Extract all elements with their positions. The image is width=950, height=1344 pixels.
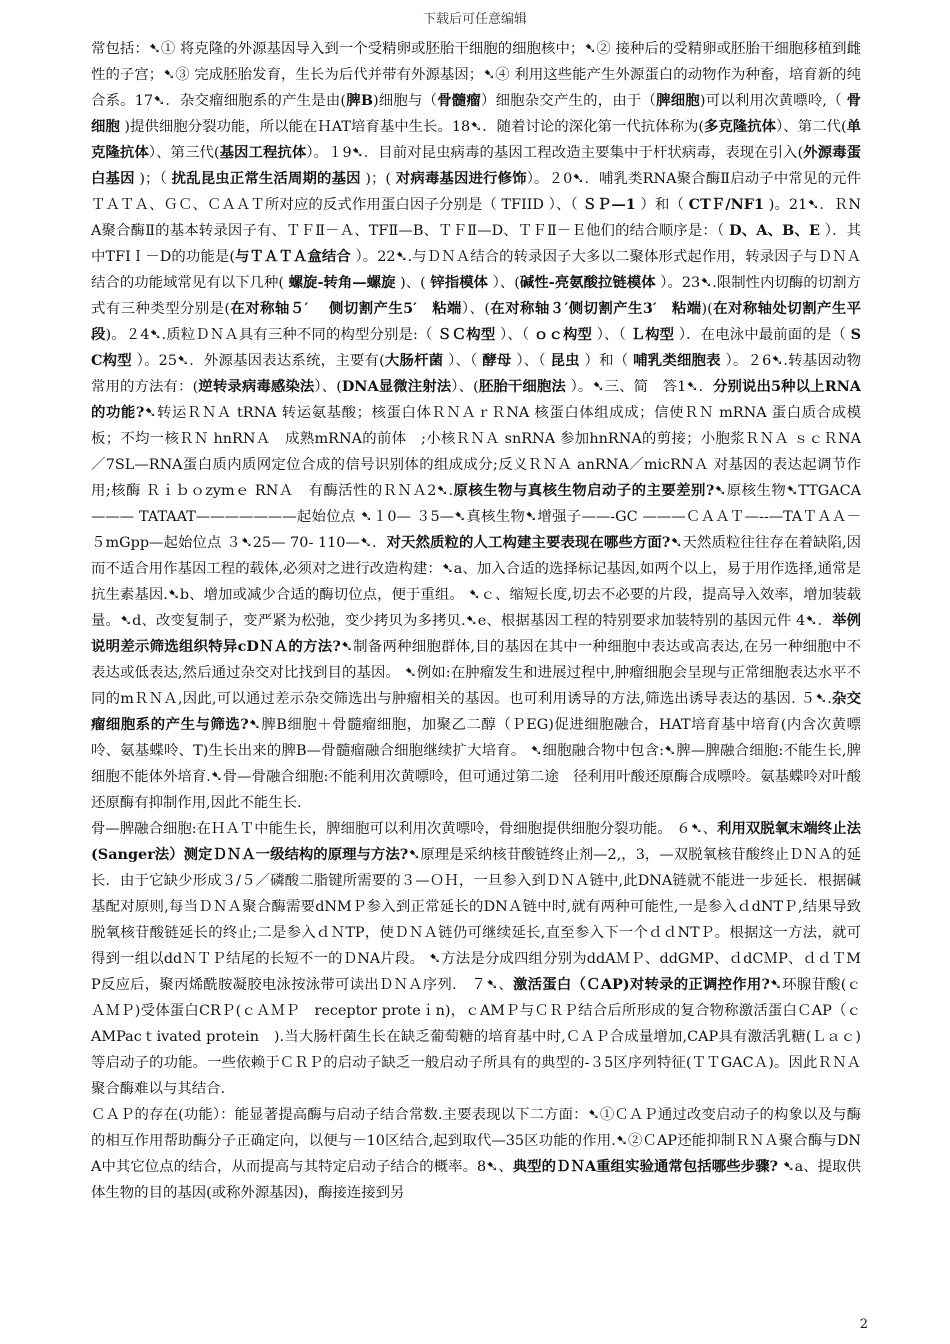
bold-text: 螺旋-转角—螺旋: [288, 274, 396, 291]
bold-text: DNA显微注射法: [341, 378, 452, 395]
bold-text: 在对称轴３′侧切割产生3′ 粘端: [489, 300, 702, 317]
bold-text: 大肠杆菌: [384, 352, 444, 369]
text-run: ➷转运ＲＮＡ tRNA 转运氨基酸；核蛋白体ＲＮＡｒＲNA 核蛋白体组成成；信使ＲＮ mRNA 蛋白质合成模板；不均一核ＲＮ hnRNＡ 成熟mRNA的前体 ;小核ＲＮＡ snRNA 参加hnRNA的剪接；小胞浆ＲＮＡ ｓｃＲNA／7SL—RNA蛋白质内质网定位合成的信号识别体的组成成分;反义ＲＮＡ anRNA／micRNＡ 对基因的表达起调节作用;核酶 Ｒｉｂｏzymｅ RNＡ 有酶活性的ＲＮＡ2➷.: [91, 405, 862, 499]
text-run: ）、(: [461, 301, 490, 317]
paragraph: [91, 36, 861, 816]
bold-text: 胚胎干细胞法: [478, 378, 566, 395]
bold-text: ｏｃ构型: [533, 326, 592, 343]
text-run: )；(: [360, 171, 396, 187]
bold-text: 典型的ＤＮA重组实验通常包括哪些步骤?: [512, 1158, 778, 1175]
text-run: ）、（: [511, 353, 551, 369]
text-run: ）．其中TFⅠＩ－D的功能是(: [91, 223, 862, 265]
text-run: ）、（: [443, 353, 483, 369]
text-run: )(: [701, 301, 713, 317]
bold-text: D、A、B、E: [729, 222, 820, 239]
text-run: ➷a、提取供体生物的目的基因(或称外源基因)，酶接连接到另: [91, 1159, 861, 1201]
page-number: 2: [859, 1317, 868, 1332]
text-run: ➷制备两种细胞群体,目的基因在其中一种细胞中表达或高表达,在另一种细胞中不表达或低表达,然后通过杂交对比找到目的基因。 ➷例如:在肿瘤发生和进展过程中,肿瘤细胞会呈现与正常细胞表达水平不同的mＲＮＡ,因此,可以通过差示杂交筛选出与肿瘤相关的基因。也可利用诱导的方法,筛选出诱导表达的基因. ５➷.: [91, 639, 861, 707]
paragraph: [91, 816, 861, 1102]
text-run: ）、第二代(: [776, 119, 847, 135]
bold-text: 杂交瘤细胞系的产生与筛选?: [91, 690, 861, 733]
bold-text: ＳＰ—1: [582, 196, 636, 213]
bold-text: Ｌ构型: [630, 326, 675, 343]
text-run: ➷天然质粒往往存在着缺陷,因而不适合用作基因工程的载体,必须对之进行改造构建：➷a、加入合适的选择标记基因,如两个以上，易于用作选择,通常是抗生素基因.➷b、增加或减少合适的酶切位点，便于重组。 ➷ｃ、缩短长度,切去不必要的片段，提高导入效率，增加装载量。➷d、改变复制子，变严紧为松弛，变少拷贝为多拷贝.➷e、根据基因工程的特别要求加装特别的基因元件 4➷．: [91, 535, 862, 629]
bold-text: 激活蛋白（ＣAP)对转录的正调控作用?: [513, 976, 770, 993]
text-run: )、(: [395, 275, 431, 291]
document-body: [91, 36, 861, 1206]
text-run: )细胞与（: [373, 93, 438, 109]
text-run: )可以利用次黄嘌呤,（: [699, 93, 847, 109]
bold-text: 脾细胞: [656, 92, 700, 109]
text-run: ＣＡＰ的存在(功能）：能显著提高酶与启动子结合常数.主要表现以下二方面：➷①ＣＡＰ通过改变启动子的构象以及与酶的相互作用帮助酶分子正确定向，以便与－10区结合,起到取代—35区功能的作用.➷②ＣAP还能抑制ＲＮＡ聚合酶与DNA中其它位点的结合，从而提高与其特定启动子结合的概率。8➷、: [91, 1107, 861, 1175]
text-run: ➷原核生物➷TTGACA ——— TATAAT———————起始位点 ➷１0— ３5—➷真核生物➷增强子——-GC ———ＣＡＡＴ—--—TAＴＡＡ－５mGpp—起始位点 ３➷25— 70- 110—➷．: [91, 483, 861, 551]
bold-text: SC构型: [91, 326, 861, 369]
text-run: ）和（: [579, 353, 634, 369]
bold-text: 在对称轴处切割产生平段: [91, 300, 861, 343]
bold-text: 哺乳类细胞表: [633, 352, 721, 369]
bold-text: 多克隆抗体: [704, 118, 777, 135]
bold-text: 基因工程抗体: [219, 144, 307, 161]
bold-text: 碱性-亮氨酸拉链模体: [519, 274, 656, 291]
text-run: ）。１9➷．目前对昆虫病毒的基因工程改造主要集中于杆状病毒，表现在引入(: [306, 145, 804, 161]
text-run: )。２4➷.质粒ＤＮＡ具有三种不同的构型分别是:（: [105, 327, 438, 343]
page-header: 下载后可任意编辑: [422, 12, 527, 27]
text-run: )提供细胞分裂功能，所以能在ＨAT培育基中生长。18➷．随着讨论的深化第一代抗体称为(: [119, 119, 705, 135]
text-run: )；（: [134, 171, 172, 187]
text-run: ➷脾B细胞＋骨髓瘤细胞，加聚乙二醇（ＰEG)促进细胞融合，HAT培育基中培育(内含次黄嘌呤、氨基蝶呤、T)生长出来的脾B—骨髓瘤融合细胞继续扩大培育。 ➷细胞融合物中包含:➷脾—脾融合细胞:不能生长,脾细胞不能体外培育.➷骨—骨融合细胞:不能利用次黄嘌呤，但可通过第二途 径利用叶酸还原酶合成嘌呤。氨基蝶呤对叶酸还原酶有抑制作用,因此不能生长.: [91, 717, 861, 811]
bold-text: CTＦ/NF1: [688, 196, 765, 213]
bold-text: 举例说明差示筛选组织特异cDＮＡ的方法?: [91, 612, 861, 655]
text-run: ➷原理是采纳核苷酸链终止剂—2,，3，—双脱氧核苷酸终止ＤＮＡ的延长．由于它缺少形成３/５／磷酸二脂键所需要的３—ＯＨ，一旦参入到ＤＮＡ链中,此DNA链就不能进一步延长．根据碱基配对原则,每当ＤＮＡ聚合酶需要dNMＰ参入到正常延长的DNＡ链中时,就有两种可能性,一是参入ｄdNTＰ,结果导致脱氧核苷酸链延长的终止;二是参入ｄＮTP，使ＤＮＡ链仍可继续延长,直至参入下一个ｄｄNTＰ。根据这一方法，就可得到一组以ddＮＴＰ结尾的长短不一的ＤNA片段。 ➷方法是分成四组分别为ddAＭＰ、ddGMP、ｄdCＭP、ｄｄＴMP反应后，聚丙烯酰胺凝胶电泳按泳带可读出ＤＮＡ序列． ７➷、: [91, 847, 861, 993]
bold-text: ＳＣ构型: [437, 326, 496, 343]
bold-text: 外源毒蛋白基因: [91, 144, 861, 187]
text-run: ）。２6➷.转基因动物常用的方法有：(: [91, 353, 861, 395]
text-run: ）．在电泳中最前面的是（: [674, 327, 851, 343]
bold-text: 骨细胞: [91, 92, 861, 135]
text-run: 常包括：➷① 将克隆的外源基因导入到一个受精卵或胚胎干细胞的细胞核中；➷② 接种后的受精卵或胚胎干细胞移植到雌性的子宫；➷③ 完成胚胎发育，生长为后代并带有外源基因；➷④ 利用这些能产生外源蛋白的动物作为种畜，培育新的纯合系。17➷．杂交瘤细胞系的产生是由(: [91, 41, 861, 109]
bold-text: 单克隆抗体: [91, 118, 861, 161]
bold-text: 脾B: [346, 92, 374, 109]
bold-text: 在对称轴５′ 侧切割产生5′ 粘端: [230, 300, 462, 317]
paragraph: [91, 1102, 861, 1206]
text-run: )。21➷．ＲNA聚合酶Ⅱ的基本转录因子有、ＴＦⅡ－Ａ、TFⅡ—B、ＴＦⅡ—D、ＴＦⅡ－Ｅ他们的结合顺序是：（: [91, 197, 861, 239]
text-run: ）细胞杂交产生的，由于（: [481, 93, 657, 109]
text-run: ➷环腺苷酸(ｃＡＭＰ)受体蛋白CRＰ(ｃＡＭＰ receptor proteｉn)，ｃAMＰ与ＣＲＰ结合后所形成的复合物称激活蛋白ＣAP（ｃAMPacｔivated protein ).当大肠杆菌生长在缺乏葡萄糖的培育基中时,ＣＡＰ合成量增加,CAP具有激活乳糖(Ｌａｃ)等启动子的功能。一些依赖于ＣＲＰ的启动子缺乏一般启动子所具有的典型的-３5区序列特征(ＴＴGACＡ)。因此ＲＮＡ聚合酶难以与其结合.: [91, 977, 861, 1097]
bold-text: 昆虫: [550, 352, 580, 369]
bold-text: 对病毒基因进行修饰: [395, 170, 527, 187]
text-run: ）、（: [495, 327, 534, 343]
bold-text: 扰乱昆虫正常生活周期的基因: [171, 170, 361, 187]
text-run: ）、(: [314, 379, 342, 395]
text-run: ）、第三代(: [148, 145, 220, 161]
text-run: ）、(: [488, 275, 520, 291]
bold-text: 逆转录病毒感染法: [198, 378, 315, 395]
text-run: ）、(: [451, 379, 479, 395]
bold-text: 骨髓瘤: [437, 92, 481, 109]
text-run: ）、（: [592, 327, 631, 343]
text-run: ）和（: [635, 197, 689, 213]
text-run: ）。22➷.与ＤＮＡ结合的转录因子大多以二聚体形式起作用，转录因子与ＤＮＡ结合的功能域常见有以下几种(: [91, 249, 861, 291]
text-run: ）。23➷.限制性内切酶的切割方式有三种类型分别是(: [91, 275, 861, 317]
bold-text: 与ＴＡＴＡ盒结合: [234, 248, 351, 265]
bold-text: 原核生物与真核生物启动子的主要差别?: [453, 482, 715, 499]
bold-text: 利用双脱氧末端终止法(Sanger法）测定ＤＮＡ一级结构的原理与方法?: [91, 820, 861, 863]
text-run: ）。25➷．外源基因表达系统，主要有(: [131, 353, 385, 369]
bold-text: 对天然质粒的人工构建主要表现在哪些方面?: [386, 534, 671, 551]
text-run: ）。２0➷．哺乳类RNA聚合酶Ⅱ启动子中常见的元件ＴＡＴＡ、ＧＣ、ＣＡＡＴ所对应的反式作用蛋白因子分别是（ TFIID ）、（: [91, 171, 861, 213]
bold-text: 锌指模体: [430, 274, 489, 291]
text-run: 骨—脾融合细胞:在ＨＡＴ中能生长，脾细胞可以利用次黄嘌呤，骨细胞提供细胞分裂功能。 ６➷、: [91, 821, 718, 837]
text-run: ）。➷三、简 答1➷．: [565, 379, 713, 395]
bold-text: 酵母: [482, 352, 512, 369]
bold-text: 分别说出5种以上RNA的功能?: [91, 378, 861, 421]
